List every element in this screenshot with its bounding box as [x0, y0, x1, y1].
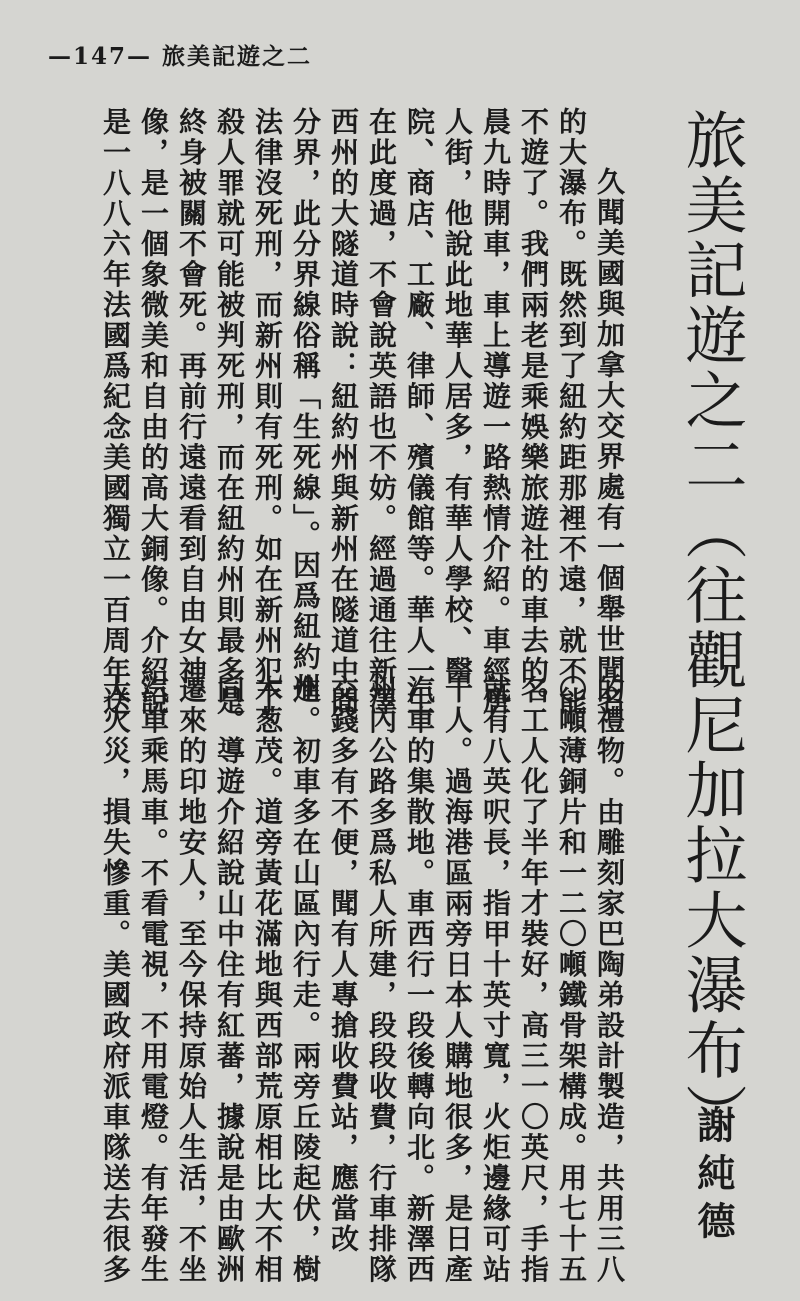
text-column: 法律沒死刑，而新州則有死刑。如在新州犯了	[251, 107, 284, 717]
text-column: 遷來的印地安人，至今保持原始人生活，不坐	[175, 675, 208, 1285]
text-column: 同。導遊介紹說山中住有紅蕃，據說是由歐洲	[213, 675, 246, 1285]
text-column: 不遊了。我們兩老是乘娛樂旅遊社的車去的。	[517, 107, 550, 717]
text-column: 像，是一個象微美和自由的高大銅像。介紹說	[137, 107, 170, 717]
text-column: 名工人化了半年才裝好，高三一〇英尺，手指	[517, 675, 550, 1285]
text-column: 十人。過海港區兩旁日本人購地很多，是日產	[441, 675, 474, 1285]
text-column: 西州的大隧道時說：紐約州與新州在隧道中間	[327, 107, 360, 717]
text-column: 院、商店、工廠、律師、殯儀館等。華人一生	[403, 107, 436, 717]
text-column: 的禮物。由雕刻家巴陶弟設計製造，共用三八	[593, 675, 626, 1285]
text-column: 終身被關不會死。再前行遠遠看到自由女神	[175, 107, 208, 687]
text-column: 大火災，損失慘重。美國政府派車隊送去很多	[99, 675, 132, 1285]
text-column: 就有八英呎長，指甲十英寸寬，火炬邊緣可站	[479, 675, 512, 1285]
text-column: 的大瀑布。既然到了紐約距那裡不遠，就不能	[555, 107, 588, 717]
article-title: 旅美記遊之二（往觀尼加拉大瀑布）	[675, 108, 748, 1148]
text-column: 交錢多有不便，聞有人專搶收費站，應當改	[327, 675, 360, 1255]
text-column: 分界，此分界線俗稱「生死線」。因爲紐約州	[289, 107, 322, 703]
text-column: 殺人罪就可能被判死刑，而在紐約州則最多是	[213, 107, 246, 717]
text-column: 汽車的集散地。車西行一段後轉向北。新澤西	[403, 675, 436, 1285]
text-column: 進。初車多在山區內行走。兩旁丘陵起伏，樹	[289, 675, 322, 1285]
text-column: 木葱茂。道旁黃花滿地與西部荒原相比大不相	[251, 675, 284, 1285]
text-column: 晨九時開車，車上導遊一路熱情介紹。車經唐	[479, 107, 512, 717]
text-column: 人街，他說此地華人居多，有華人學校、醫	[441, 107, 474, 687]
text-column: 在此度過，不會說英語也不妨。經過通往新澤	[365, 107, 398, 717]
text-column: 〇噸薄銅片和一二〇噸鐵骨架構成。用七十五	[555, 675, 588, 1285]
text-column: 久聞美國與加拿大交界處有一個舉世聞名	[593, 167, 626, 716]
text-column: 是一八八六年法國爲紀念美國獨立一百周年送	[99, 107, 132, 717]
text-column: 汽車乘馬車。不看電視，不用電燈。有年發生	[137, 675, 170, 1285]
text-column: 州內公路多爲私人所建，段段收費，行車排隊	[365, 675, 398, 1285]
page-header: —147— 旅美記遊之二	[48, 43, 313, 70]
author-name: 謝純德	[691, 1105, 736, 1249]
